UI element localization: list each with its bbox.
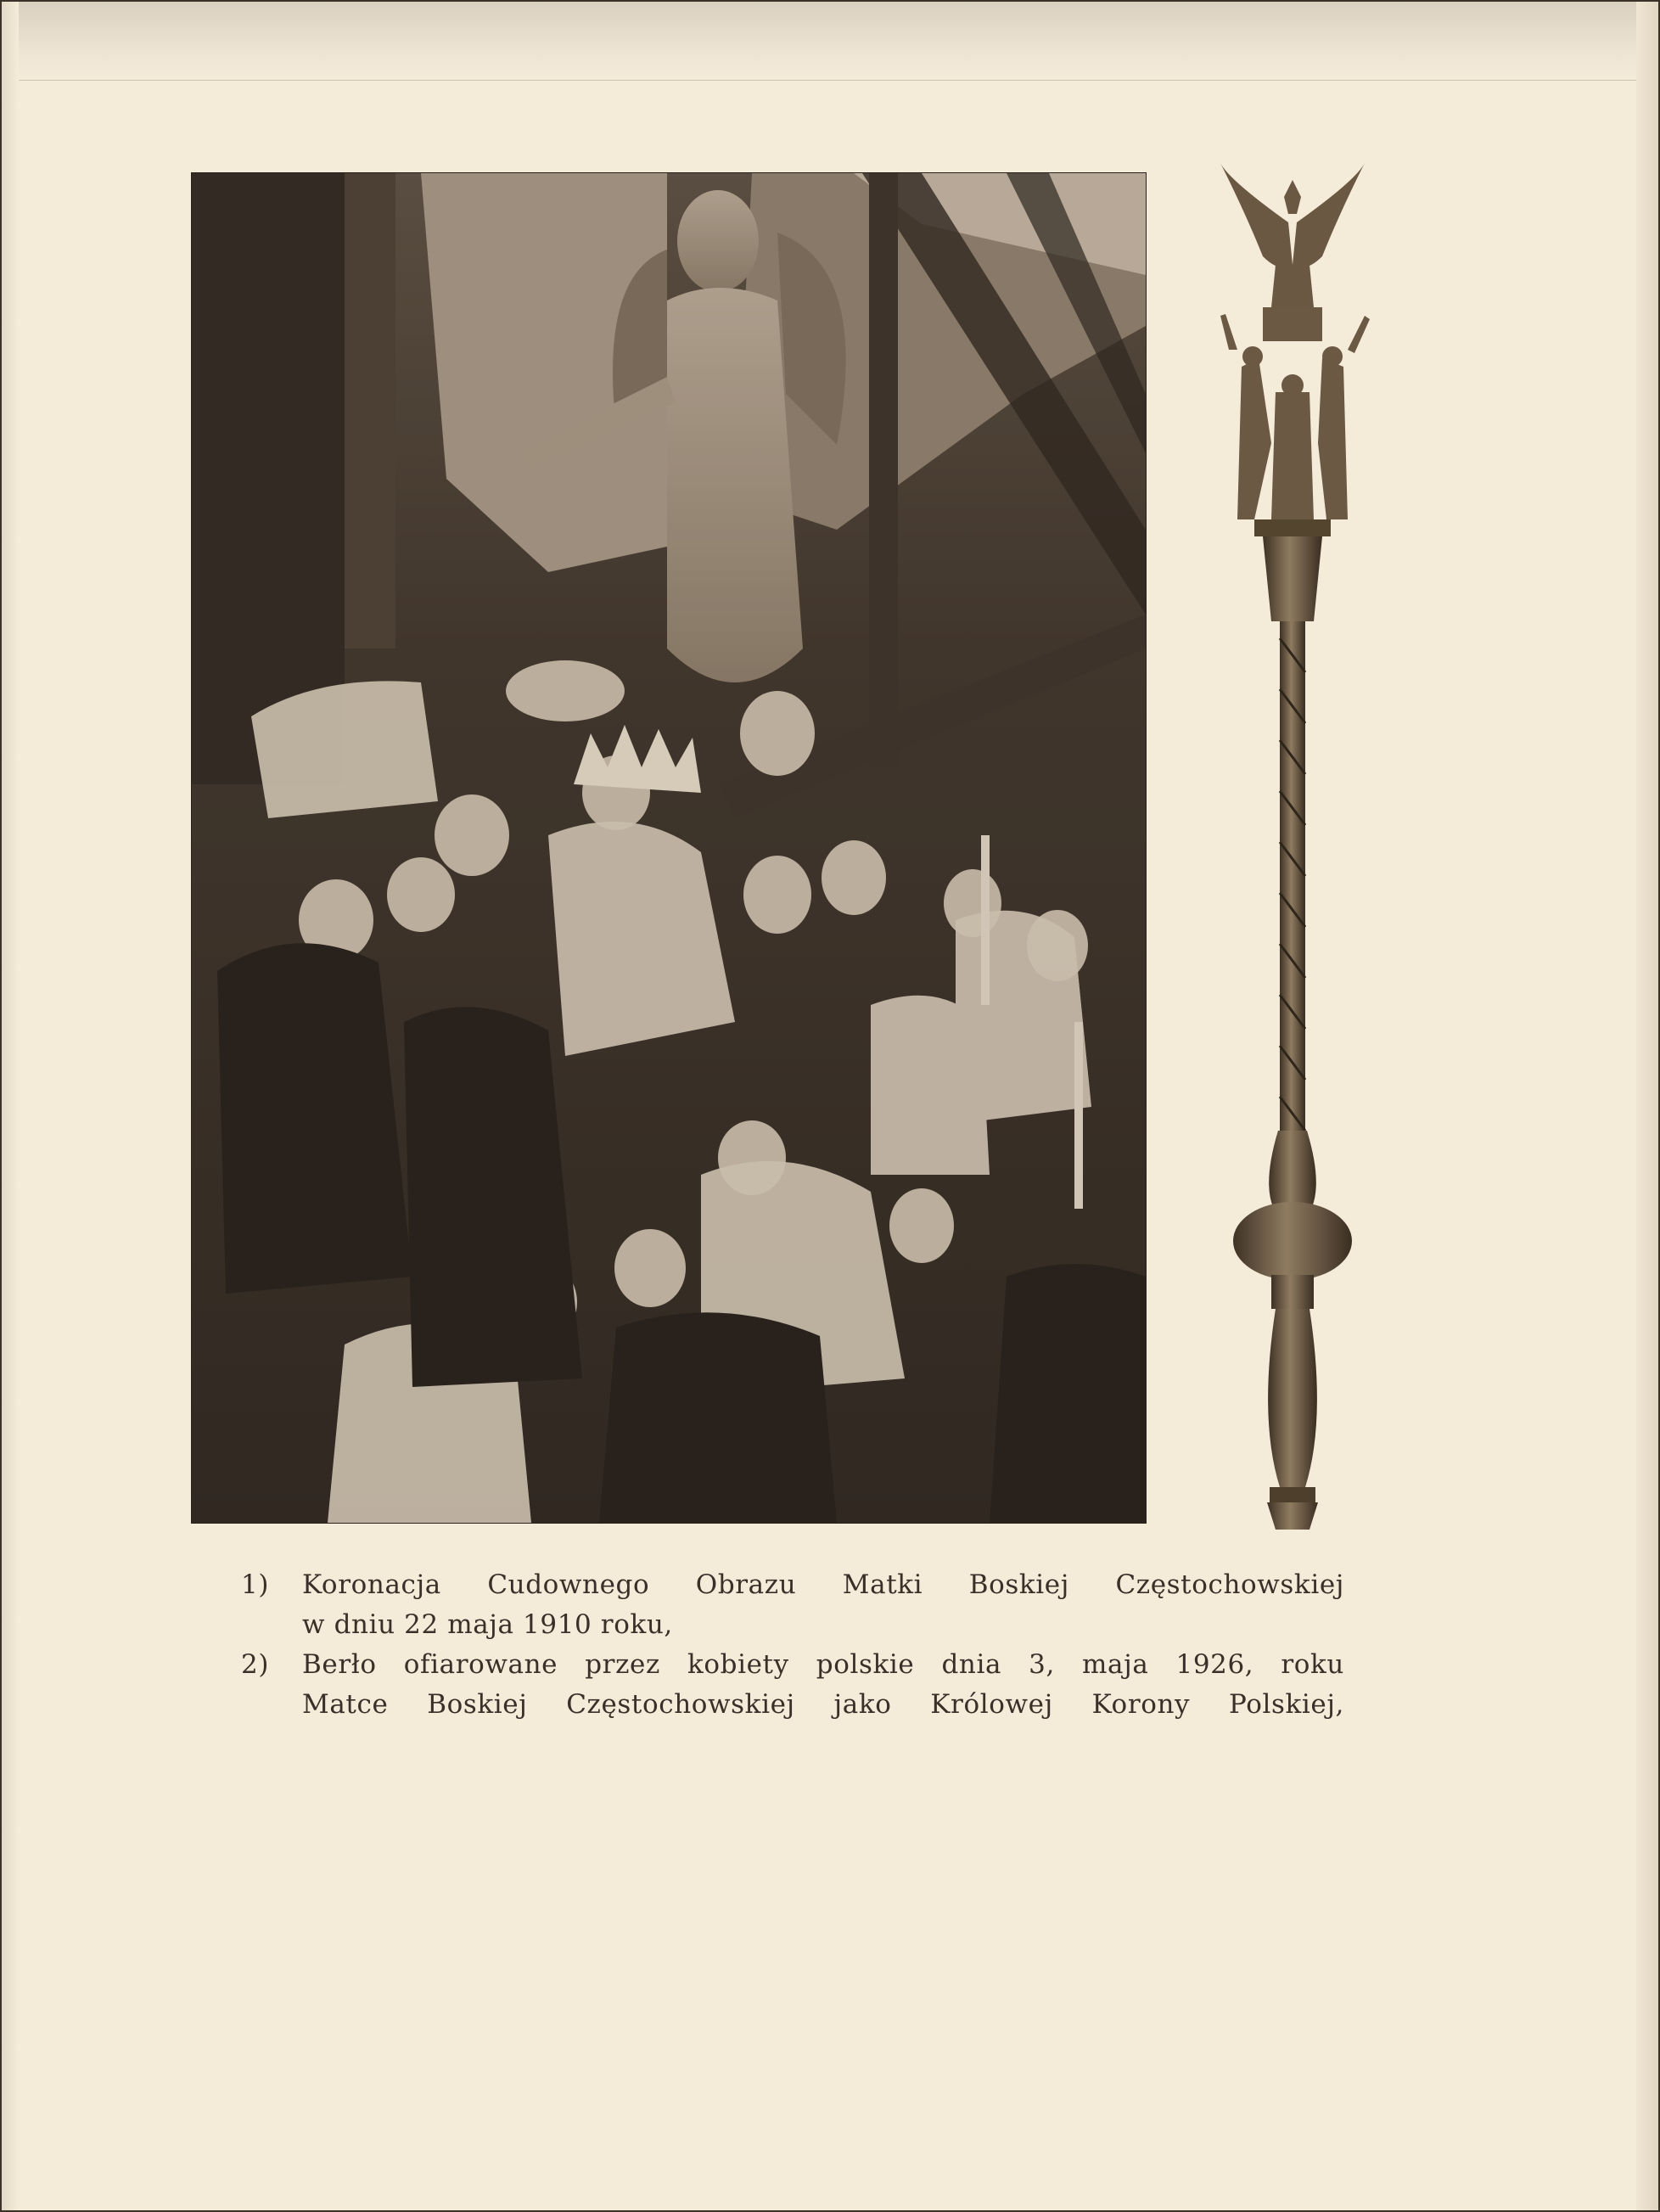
coronation-photograph: [192, 173, 1146, 1523]
caption-item-number: 1): [241, 1569, 270, 1600]
caption-line: Koronacja Cudownego Obrazu Matki Boskiej Częstochowskiej: [302, 1569, 1344, 1600]
caption-item-1: [241, 1565, 1344, 1645]
page-top-edge: [2, 2, 1660, 81]
caption-line: Matce Boskiej Częstochowskiej jako Królowej Korony Polskiej,: [302, 1689, 1344, 1720]
sceptre-illustration: [1195, 163, 1390, 1555]
caption-line: Berło ofiarowane przez kobiety polskie dnia 3, maja 1926, roku: [302, 1649, 1344, 1680]
page-right-edge: [1636, 2, 1658, 2212]
caption-line: w dniu 22 maja 1910 roku,: [302, 1609, 673, 1640]
caption-item-number: 2): [241, 1649, 270, 1680]
figure-caption: [241, 1565, 1344, 1725]
caption-item-text: [302, 1565, 1344, 1645]
photo-illustration: [192, 173, 1146, 1523]
sceptre-icon: [1195, 163, 1390, 1555]
caption-item-2: [241, 1645, 1344, 1725]
page-left-edge: [2, 2, 19, 2212]
caption-item-text: [302, 1645, 1344, 1725]
